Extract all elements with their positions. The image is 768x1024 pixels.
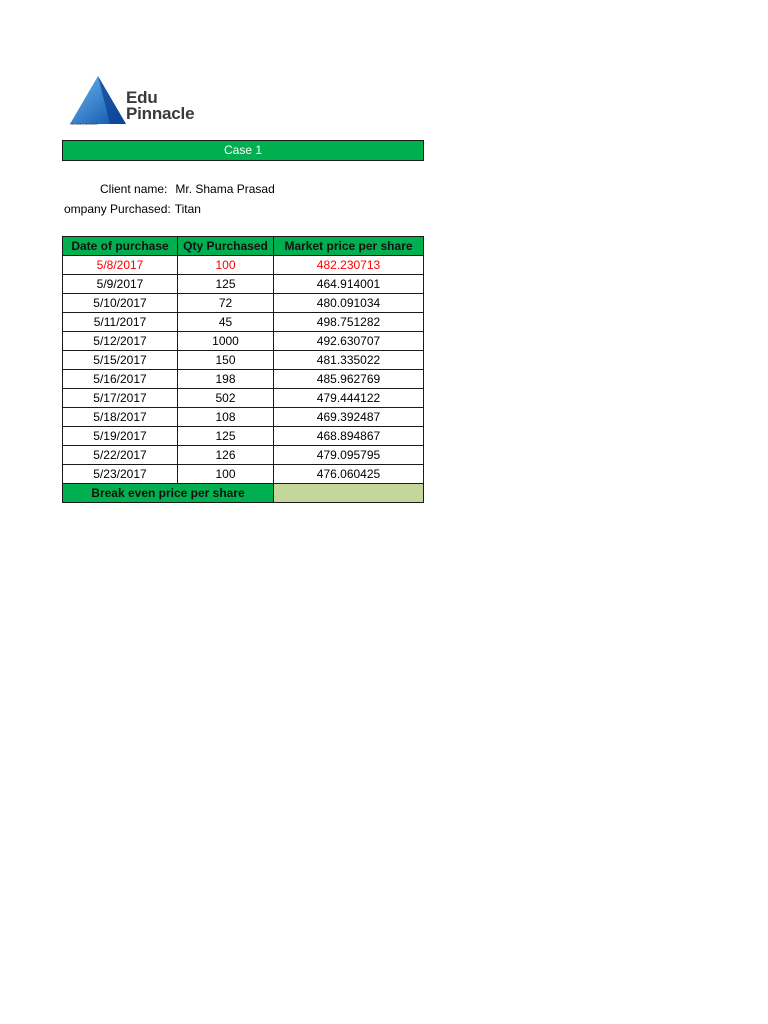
header-qty-purchased[interactable]: Qty Purchased bbox=[178, 237, 274, 256]
qty-cell[interactable]: 45 bbox=[178, 313, 274, 332]
table-row bbox=[63, 256, 424, 275]
table-row bbox=[63, 351, 424, 370]
price-cell[interactable]: 479.095795 bbox=[274, 446, 424, 465]
qty-cell[interactable]: 126 bbox=[178, 446, 274, 465]
purchase-table bbox=[62, 236, 424, 503]
date-cell[interactable]: 5/16/2017 bbox=[63, 370, 178, 389]
qty-cell[interactable]: 72 bbox=[178, 294, 274, 313]
qty-cell[interactable]: 100 bbox=[178, 256, 274, 275]
logo-name-line2: Pinnacle bbox=[126, 104, 195, 123]
table-row bbox=[63, 294, 424, 313]
qty-cell[interactable]: 108 bbox=[178, 408, 274, 427]
date-cell[interactable]: 5/18/2017 bbox=[63, 408, 178, 427]
date-cell[interactable]: 5/9/2017 bbox=[63, 275, 178, 294]
price-cell[interactable]: 480.091034 bbox=[274, 294, 424, 313]
table-row bbox=[63, 313, 424, 332]
table-row bbox=[63, 408, 424, 427]
client-name-value[interactable]: Mr. Shama Prasad bbox=[175, 182, 275, 196]
price-cell[interactable]: 481.335022 bbox=[274, 351, 424, 370]
price-cell[interactable]: 464.914001 bbox=[274, 275, 424, 294]
price-cell[interactable]: 469.392487 bbox=[274, 408, 424, 427]
date-cell[interactable]: 5/23/2017 bbox=[63, 465, 178, 484]
date-cell[interactable]: 5/17/2017 bbox=[63, 389, 178, 408]
date-cell[interactable]: 5/10/2017 bbox=[63, 294, 178, 313]
header-market-price[interactable]: Market price per share bbox=[274, 237, 424, 256]
table-row bbox=[63, 465, 424, 484]
price-cell[interactable]: 476.060425 bbox=[274, 465, 424, 484]
table-row bbox=[63, 446, 424, 465]
price-cell[interactable]: 498.751282 bbox=[274, 313, 424, 332]
table-row bbox=[63, 275, 424, 294]
qty-cell[interactable]: 100 bbox=[178, 465, 274, 484]
qty-cell[interactable]: 125 bbox=[178, 427, 274, 446]
qty-cell[interactable]: 125 bbox=[178, 275, 274, 294]
table-row bbox=[63, 427, 424, 446]
logo-name-line1: Edu bbox=[126, 88, 158, 107]
price-cell[interactable]: 485.962769 bbox=[274, 370, 424, 389]
date-cell[interactable]: 5/19/2017 bbox=[63, 427, 178, 446]
company-purchased-label: ompany Purchased: bbox=[64, 202, 171, 216]
pyramid-icon bbox=[68, 74, 126, 128]
case-title: Case 1 bbox=[62, 140, 424, 161]
break-even-label: Break even price per share bbox=[63, 484, 274, 503]
date-cell[interactable]: 5/15/2017 bbox=[63, 351, 178, 370]
logo-tagline: Innovating Education... bbox=[70, 122, 101, 126]
qty-cell[interactable]: 502 bbox=[178, 389, 274, 408]
qty-cell[interactable]: 150 bbox=[178, 351, 274, 370]
table-row bbox=[63, 389, 424, 408]
price-cell[interactable]: 492.630707 bbox=[274, 332, 424, 351]
table-row bbox=[63, 332, 424, 351]
header-date-of-purchase[interactable]: Date of purchase bbox=[63, 237, 178, 256]
date-cell[interactable]: 5/12/2017 bbox=[63, 332, 178, 351]
table-header-row bbox=[63, 237, 424, 256]
company-purchased-row bbox=[64, 201, 201, 217]
break-even-row bbox=[63, 484, 424, 503]
break-even-value-cell[interactable] bbox=[274, 484, 424, 503]
date-cell[interactable]: 5/8/2017 bbox=[63, 256, 178, 275]
price-cell[interactable]: 482.230713 bbox=[274, 256, 424, 275]
company-purchased-value[interactable]: Titan bbox=[174, 202, 201, 216]
price-cell[interactable]: 479.444122 bbox=[274, 389, 424, 408]
date-cell[interactable]: 5/11/2017 bbox=[63, 313, 178, 332]
table-row bbox=[63, 370, 424, 389]
qty-cell[interactable]: 198 bbox=[178, 370, 274, 389]
client-name-label: Client name: bbox=[100, 182, 168, 196]
client-name-row bbox=[100, 181, 275, 197]
qty-cell[interactable]: 1000 bbox=[178, 332, 274, 351]
edu-pinnacle-logo bbox=[68, 74, 218, 130]
price-cell[interactable]: 468.894867 bbox=[274, 427, 424, 446]
date-cell[interactable]: 5/22/2017 bbox=[63, 446, 178, 465]
